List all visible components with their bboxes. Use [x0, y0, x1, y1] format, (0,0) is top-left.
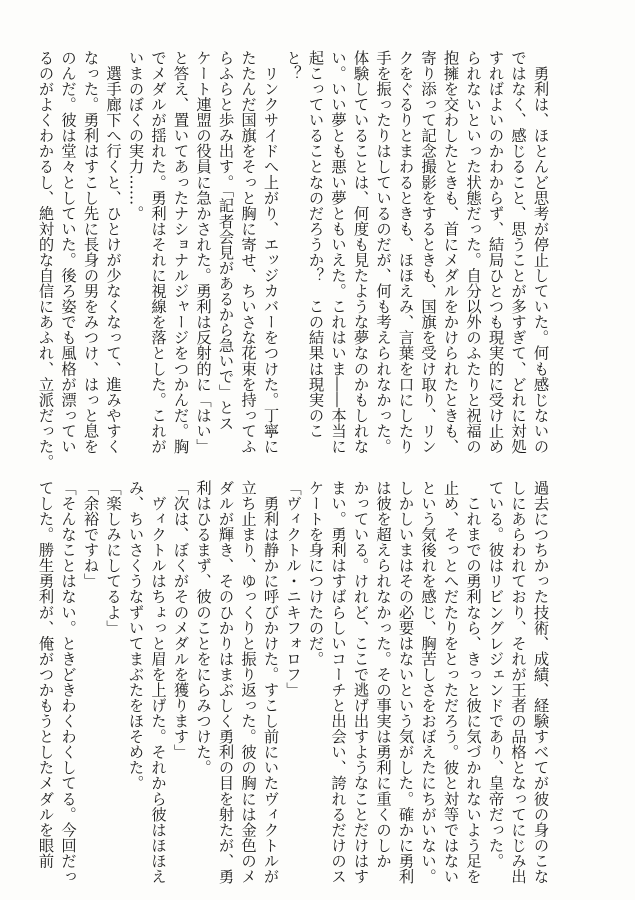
text-line: み、ちいさくうなずいてまぶたをほそめた。 [126, 480, 145, 791]
text-line: らふらと歩み出す。「記者会見があるから急いで」とス [216, 50, 235, 431]
text-line: い。いい夢とも悪い夢ともいえた。これはいま――本当に [329, 50, 347, 455]
text-line: しかしいまはその必要はないという気がした。確かに勇利 [396, 480, 415, 885]
text-line: ダルが輝き、そのひかりはまぶしく勇利の目を射たが、勇 [216, 480, 235, 885]
text-line: 「余裕ですね」 [81, 480, 100, 589]
text-line: すればよいのかわからず、結局ひとつも現実的に受け止め [486, 50, 505, 455]
text-line: 選手廊下へ行くと、ひとけが少なくなって、進みやすく [104, 50, 122, 455]
text-line: たたんだ国旗をそっと胸に寄せ、ちいさな花束を持ってふ [239, 50, 257, 455]
text-line: 「そんなことはない。ときどきわくわくしてる。今回だっ [59, 480, 77, 885]
text-line: ケート連盟の役員に急かされた。勇利は反射的に「はい」 [194, 50, 212, 455]
text-line: しにあらわれており、それが王者の品格となってにじみ出 [509, 480, 527, 885]
text-line: 止め、そっとへだたりをとっただろう。彼と対等ではない [441, 480, 460, 885]
text-line: は彼を超えられなかった。その事実は勇利に重くのしか [374, 480, 392, 869]
text-block-bottom [34, 480, 552, 885]
text-line: のんだ。彼は堂々としていた。後ろ姿でも風格が漂ってい [59, 50, 77, 455]
text-block-top [34, 50, 552, 470]
text-line: るのがよくわかるし、絶対的な自信にあふれ、立派だった。 [36, 50, 55, 470]
text-line: 手を振ったりはしているのだが、何も考えられなかった。 [374, 50, 392, 455]
text-line: という気後れを感じ、胸苦しさをおぼえたにちがいない。 [419, 480, 437, 885]
text-line: 抱擁を交わしたときも、首にメダルをかけられたときも、 [441, 50, 460, 455]
text-line: なった。勇利はすこし先に長身の男をみつけ、はっと息を [81, 50, 100, 455]
text-line: てした。勝生勇利が、俺がつかもうとしたメダルを眼前 [36, 480, 55, 869]
text-line: ではなく、感じること、思うことが多すぎて、どれに対処 [509, 50, 527, 455]
text-line: 「楽しみにしてるよ」 [104, 480, 122, 636]
text-line: と？ [284, 50, 302, 82]
text-line: と答え、置いてあったナショナルジャージをつかんだ。胸 [171, 50, 190, 455]
text-line: かっている。けれど、ここで逃げ出すようなことだけはす [351, 480, 370, 885]
text-line: リンクサイドへ上がり、エッジカバーをつけた。丁寧に [261, 50, 280, 455]
text-line: 利はひるまず、彼のことをにらみつけた。 [194, 480, 212, 776]
text-line: ヴィクトルはちょっと眉を上げた。それから彼はほほえ [149, 480, 167, 885]
text-line: 寄り添って記念撮影をするときも、国旗を受け取り、リン [419, 50, 437, 455]
text-line: 「次は、ぼくがそのメダルを獲ります」 [171, 480, 190, 760]
text-line: ケートを身につけたのだ。 [306, 480, 325, 667]
text-line: 「ヴィクトル・ニキフォロフ」 [284, 480, 302, 698]
text-line: 勇利は静かに呼びかけた。すこし前にいたヴィクトルが [261, 480, 280, 885]
text-line: クをぐるりとまわるときも、ほほえみ、言葉を口にしたり [396, 50, 415, 455]
text-line: 起こっていることなのだろうか？ この結果は現実のこ [306, 50, 325, 439]
text-line: ている。彼はリビングレジェンドであり、皇帝だった。 [486, 480, 505, 869]
text-line: 過去につちかった技術、成績、経験すべてが彼の身のこな [531, 480, 550, 885]
text-line: 立ち止まり、ゆっくりと振り返った。彼の胸には金色のメ [239, 480, 257, 885]
text-line: まい。勇利はすばらしいコーチと出会い、誇れるだけのス [329, 480, 347, 885]
text-line: 勇利は、ほとんど思考が停止していた。何も感じないの [531, 50, 550, 455]
text-line: 体験していることは、何度も見たような夢なのかもしれな [351, 50, 370, 455]
text-line: いまのぼくの実力……。 [126, 50, 145, 221]
text-line: これまでの勇利なら、きっと彼に気づかれないよう足を [464, 480, 482, 885]
text-line: られないといった状態だった。自分以外のふたりと祝福の [464, 50, 482, 455]
text-line: でメダルが揺れた。勇利はそれに視線を落とした。これが [149, 50, 167, 455]
